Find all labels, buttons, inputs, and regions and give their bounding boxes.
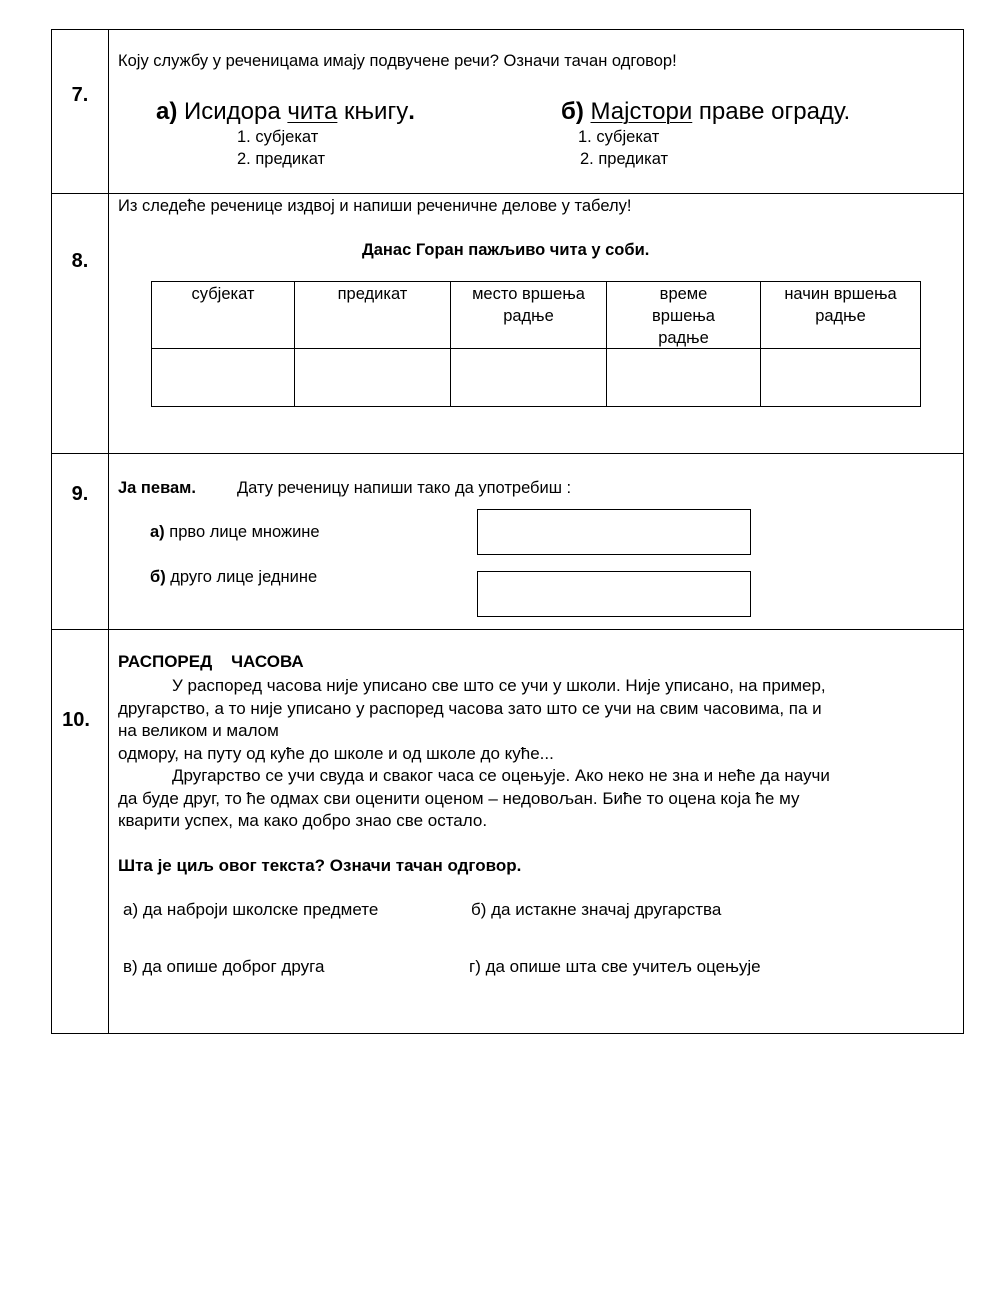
item-b-text: друго лице једнине [165,568,318,586]
q10-option-b[interactable]: б) да истакне значај другарства [471,900,722,919]
table-header-place [451,283,606,327]
question-9-number: 9. [71,483,89,505]
passage-line-text: У распоред часова није уписано све што се учи у школи. Није уписано, на пример, [172,676,826,695]
question-9-item-b [150,568,317,587]
sentence-a-period: . [408,98,415,125]
q10-option-c[interactable]: в) да опише доброг друга [123,957,325,976]
question-9-item-a [150,523,320,542]
question-8-prompt: Из следеће реченице издвој и напиши реченичне делове у табелу! [118,197,632,215]
table-answer-predicate[interactable] [295,349,450,406]
table-top-border [151,281,921,282]
passage-line: другарство, а то није уписано у распоред часова зато што се учи на свим часовима, па и [118,698,822,718]
row-divider-9-10 [51,629,964,630]
table-header-manner-line-2: радње [815,307,866,325]
col-divider-number [108,29,109,1034]
question-8-sentence: Данас Горан пажљиво чита у соби. [362,241,650,259]
sentence-a-underlined-word: чита [287,98,338,125]
table-header-time-line-2: вршења [652,307,715,325]
table-col-line-5 [920,281,921,407]
question-7-sentence-a [156,98,415,126]
reading-passage [118,675,948,833]
col-divider-right [963,29,964,1034]
table-answer-place[interactable] [451,349,606,406]
reading-title: РАСПОРЕД ЧАСОВА [118,652,304,671]
question-9-sentence: Ја певам. [118,479,196,497]
item-a-letter: а) [150,523,165,541]
col-divider-left [51,29,52,1034]
item-a-text: прво лице множине [164,523,320,541]
passage-line: одмору, на путу од куће до школе и од школе до куће... [118,743,554,763]
table-header-time [607,283,760,349]
question-10-number: 10. [62,709,90,731]
question-9-prompt: Дату реченицу напиши тако да употребиш : [237,479,572,497]
table-header-manner-line-1: начин вршења [784,285,897,303]
sentence-a-before: Исидора [177,98,288,125]
passage-line [118,675,948,698]
passage-line [118,765,948,788]
q7-b-option-subject[interactable]: 1. субјекат [578,128,660,146]
table-answer-manner[interactable] [761,349,920,406]
question-7-prompt: Коју службу у реченицама имају подвучене речи? Означи тачан одговор! [118,52,677,70]
row-divider-top [51,29,964,30]
passage-line: да буде друг, то ће одмах сви оценити оценом – недовољан. Биће то оцена која ће му [118,788,800,808]
answer-box-a[interactable] [477,509,751,555]
row-divider-8-9 [51,453,964,454]
table-header-predicate [295,283,450,305]
table-header-subject [152,283,294,305]
sentence-b-underlined-word: Мајстори [590,98,693,125]
passage-line: на великом и малом [118,721,279,740]
table-header-place-line-1: место вршења [472,285,585,303]
question-7-sentence-b [561,98,850,126]
row-divider-bottom [51,1033,964,1034]
table-header-subject-line: субјекат [191,285,255,303]
question-8-number: 8. [71,250,89,272]
item-b-letter: б) [150,568,166,586]
question-10-prompt: Шта је циљ овог текста? Означи тачан одговор. [118,856,522,875]
q7-b-option-predicate[interactable]: 2. предикат [580,150,669,168]
sentence-b-before [584,98,591,125]
q7-a-option-subject[interactable]: 1. субјекат [237,128,319,146]
table-header-predicate-line: предикат [337,285,408,303]
passage-line: кварити успех, ма како добро знао све остало. [118,811,488,830]
table-header-manner [761,283,920,327]
table-header-time-line-1: време [659,285,708,303]
q10-option-a[interactable]: а) да наброји школске предмете [123,900,379,919]
q7-a-option-predicate[interactable]: 2. предикат [237,150,326,168]
passage-line-text: Другарство се учи свуда и сваког часа се оцењује. Ако неко не зна и неће да научи [172,766,830,785]
sentence-b-after: праве ограду. [692,98,851,125]
answer-box-b[interactable] [477,571,751,617]
table-header-place-line-2: радње [503,307,554,325]
table-header-time-line-3: радње [658,329,709,347]
row-divider-7-8 [51,193,964,194]
sentence-b-letter: б) [561,98,584,125]
question-7-number: 7. [71,84,89,106]
q10-option-d[interactable]: г) да опише шта све учитељ оцењује [469,957,761,976]
table-answer-time[interactable] [607,349,760,406]
sentence-a-letter: а) [156,98,178,125]
sentence-a-after: књигу [337,98,409,125]
table-bottom-border [151,406,921,407]
table-answer-subject[interactable] [152,349,294,406]
